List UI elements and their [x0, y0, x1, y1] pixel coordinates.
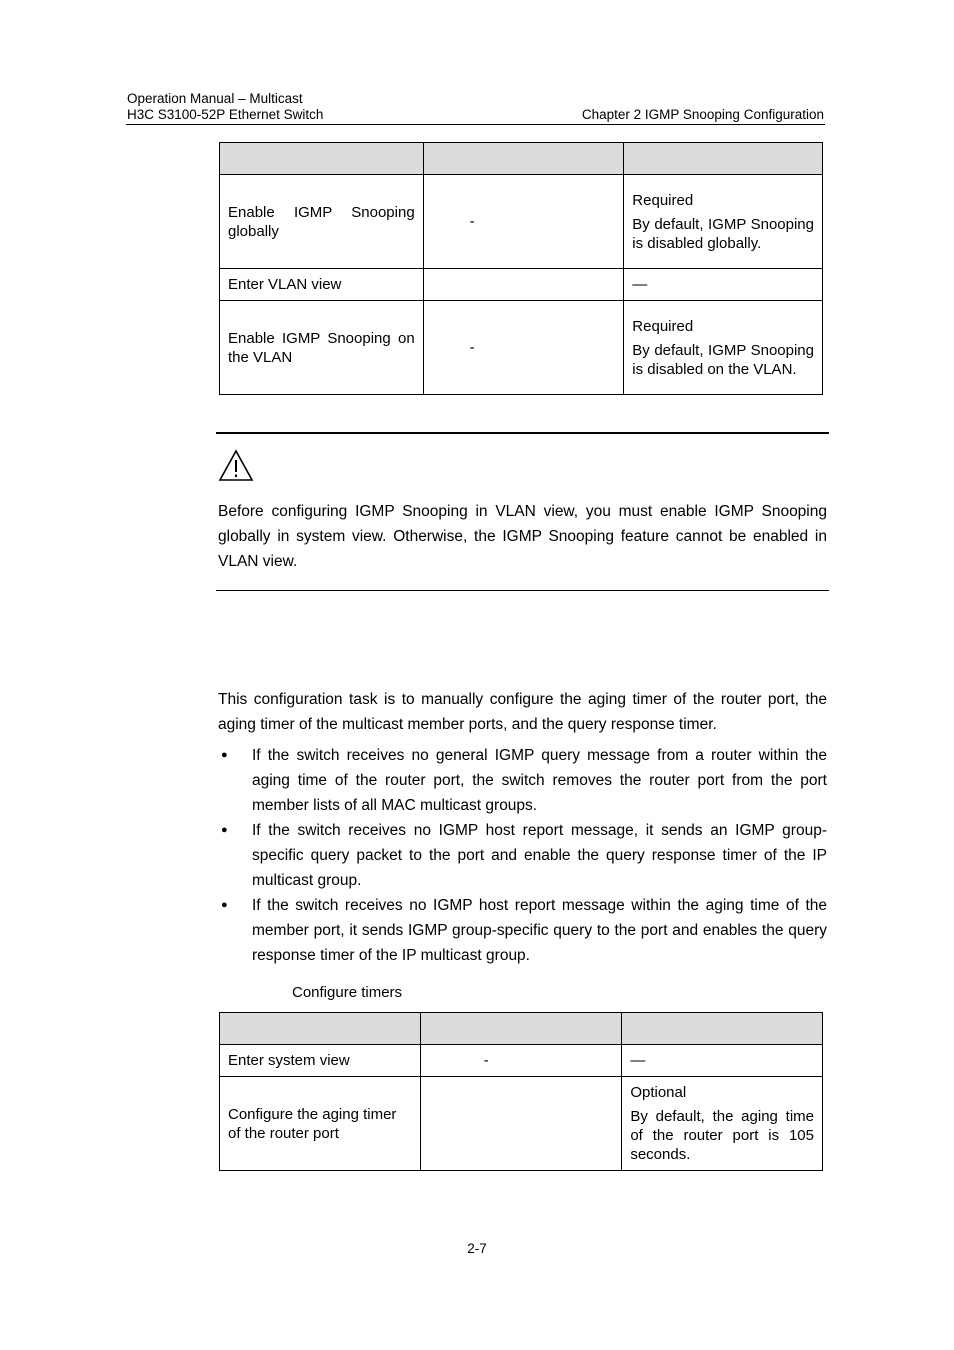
- remarks-cell: [622, 1045, 823, 1077]
- bullet-icon: ●: [221, 899, 228, 911]
- operation-cell: Configure the aging timer of the router port: [220, 1077, 421, 1171]
- operation-cell: Enable IGMP Snooping on the VLAN: [220, 301, 424, 395]
- bullet-icon: ●: [221, 749, 228, 761]
- bullet-icon: ●: [221, 824, 228, 836]
- remark-line: By default, IGMP Snooping is disabled on the VLAN.: [632, 341, 814, 378]
- list-item: [218, 818, 827, 893]
- running-header-left: [127, 91, 323, 123]
- command-cell: -: [423, 175, 624, 269]
- note-top-rule: [216, 432, 829, 434]
- remark-line: —: [632, 276, 648, 293]
- header-cell: [423, 143, 624, 175]
- remark-line: —: [630, 1052, 646, 1069]
- operation-cell: Enter system view: [220, 1045, 421, 1077]
- header-cell: [420, 1013, 622, 1045]
- list-item-text: If the switch receives no general IGMP query message from a router within the aging time of the router port, the switch removes the router port from the port member lists of all MAC multicast groups.: [252, 747, 827, 814]
- remark-line: By default, the aging time of the router port is 105 seconds.: [630, 1108, 814, 1163]
- header-cell: [624, 143, 823, 175]
- configure-timers-table: [219, 1012, 823, 1171]
- list-item-text: If the switch receives no IGMP host report message within the aging time of the member port, it sends IGMP group-specific query to the port and enables the query response timer of the IP multicast group.: [252, 897, 827, 964]
- list-item: [218, 893, 827, 968]
- command-cell: -: [420, 1045, 622, 1077]
- header-cell: [622, 1013, 823, 1045]
- manual-title: Operation Manual – Multicast: [127, 91, 303, 106]
- header-cell: [220, 143, 424, 175]
- remarks-cell: [622, 1077, 823, 1171]
- operation-cell: Enable IGMP Snooping globally: [220, 175, 424, 269]
- list-item: [218, 743, 827, 818]
- note-bottom-rule: [216, 590, 829, 591]
- remarks-cell: [624, 301, 823, 395]
- chapter-title: Chapter 2 IGMP Snooping Configuration: [581, 107, 824, 122]
- warning-triangle-icon: [218, 449, 254, 482]
- table-header-row: [220, 1013, 823, 1045]
- operation-cell: Enter VLAN view: [220, 269, 424, 301]
- enable-igmp-snooping-table: [219, 142, 823, 395]
- table-row: [220, 1077, 823, 1171]
- product-name: H3C S3100-52P Ethernet Switch: [127, 107, 324, 122]
- caution-note-text: Before configuring IGMP Snooping in VLAN view, you must enable IGMP Snooping globally in system view. Otherwise, the IGMP Snooping feature cannot be enabled in VLAN view.: [218, 503, 827, 570]
- table-row: [220, 269, 823, 301]
- remarks-cell: [624, 269, 823, 301]
- timer-bullet-list: [218, 743, 827, 968]
- table-caption: Configure timers: [292, 984, 403, 1001]
- intro-paragraph: This configuration task is to manually configure the aging timer of the router port, the aging timer of the multicast member ports, and the query response timer.: [218, 691, 827, 733]
- table-header-row: [220, 143, 823, 175]
- command-cell: [423, 269, 624, 301]
- page-number: 2-7: [467, 1241, 487, 1256]
- command-cell: [420, 1077, 622, 1171]
- list-item-text: If the switch receives no IGMP host report message, it sends an IGMP group-specific query packet to the port and enable the query response timer of the IP multicast group.: [252, 822, 827, 889]
- table-row: [220, 301, 823, 395]
- table-row: [220, 175, 823, 269]
- header-cell: [220, 1013, 421, 1045]
- remark-line: Required: [632, 191, 694, 209]
- remark-line: Required: [632, 317, 694, 335]
- remark-line: Optional: [630, 1084, 687, 1101]
- table-row: [220, 1045, 823, 1077]
- remark-line: By default, IGMP Snooping is disabled globally.: [632, 215, 814, 252]
- header-rule: [126, 124, 825, 125]
- remarks-cell: [624, 175, 823, 269]
- command-cell: -: [423, 301, 624, 395]
